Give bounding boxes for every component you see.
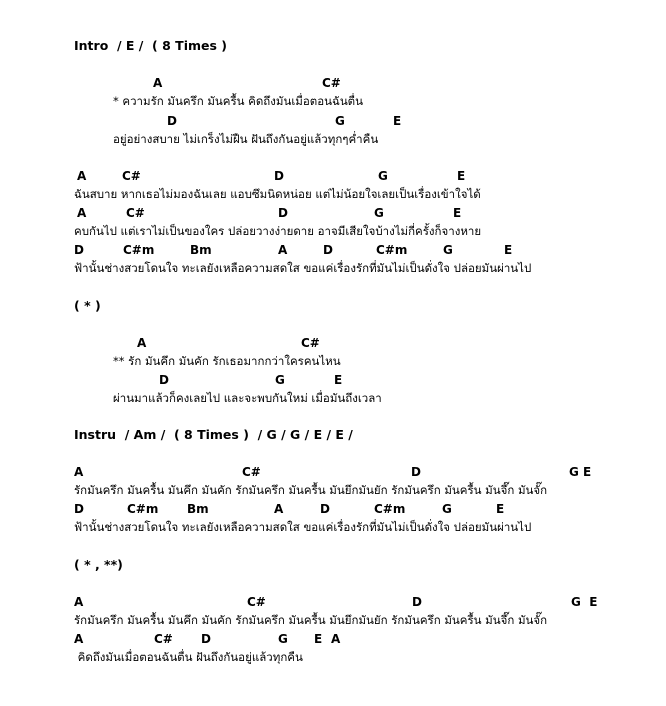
chord: D [411, 465, 421, 479]
intro-line: Intro / E / ( 8 Times ) [74, 38, 227, 53]
chord: G [335, 114, 345, 128]
lyric-line: รักมันครึก มันครื้น มันคึก มันคัก รักมันครึก มันครื้น มันยึกมันยัก รักมันครึก มันครื้น มันจึ๊ก มันจั๊ก [74, 613, 548, 627]
chord: E [496, 502, 505, 516]
chord: D [323, 243, 333, 257]
lyric-line: ฉันสบาย หากเธอไม่มองฉันเลย แอบซึมนิดหน่อย แต่ไม่น้อยใจเลยเป็นเรื่องเข้าใจได้ [74, 187, 481, 201]
chord: Bm [190, 243, 212, 257]
chord: C#m [374, 502, 406, 516]
chord: D [278, 206, 288, 220]
chord: D [74, 502, 84, 516]
repeat-marker: ( * ) [74, 298, 101, 313]
lyric-line: ผ่านมาแล้วก็คงเลยไป และจะพบกันใหม่ เมื่อมันถึงเวลา [113, 391, 382, 405]
chord: E [453, 206, 462, 220]
chord: E [393, 114, 402, 128]
chord: A [77, 206, 87, 220]
chord: D [320, 502, 330, 516]
chord: C# [242, 465, 261, 479]
chord: C# [122, 169, 141, 183]
chord: Bm [187, 502, 209, 516]
chord: D [201, 632, 211, 646]
chord: C#m [123, 243, 155, 257]
chord: E [334, 373, 343, 387]
chord: G [442, 502, 452, 516]
chord: A [137, 336, 147, 350]
chord: C# [301, 336, 320, 350]
chord: G [374, 206, 384, 220]
chord: C# [247, 595, 266, 609]
chord: D [167, 114, 177, 128]
chord: D [159, 373, 169, 387]
chord: A [278, 243, 288, 257]
repeat-marker: ( * , **) [74, 557, 123, 572]
chord: G [378, 169, 388, 183]
chord: C# [126, 206, 145, 220]
chord: D [412, 595, 422, 609]
chord: D [74, 243, 84, 257]
chord: C#m [376, 243, 408, 257]
chord: A [74, 595, 84, 609]
chord: C# [154, 632, 173, 646]
chord: G E [569, 465, 592, 479]
chord: D [274, 169, 284, 183]
chord: A [77, 169, 87, 183]
chord: A [74, 632, 84, 646]
chord: G [443, 243, 453, 257]
chord: E [504, 243, 513, 257]
instru-line: Instru / Am / ( 8 Times ) / G / G / E / E / [74, 427, 353, 442]
chord: C# [322, 76, 341, 90]
chord: G E [571, 595, 598, 609]
chord: A [74, 465, 84, 479]
chord: G [275, 373, 285, 387]
lyric-line: ฟ้านั้นช่างสวยโดนใจ ทะเลยังเหลือความสดใส ขอแค่เรื่องรักที่มันไม่เป็นดั่งใจ ปล่อยมันผ่านไป [74, 261, 532, 275]
chord: A [153, 76, 163, 90]
lyric-line: * ความรัก มันครึก มันครื้น คิดถึงมันเมื่อตอนฉันตื่น [113, 94, 364, 108]
chord: E [314, 632, 323, 646]
lyric-line: คิดถึงมันเมื่อตอนฉันตื่น ฝันถึงกันอยู่แล้วทุกคืน [74, 650, 303, 664]
lyric-line: อยู่อย่างสบาย ไม่เกร็งไม่ฝืน ฝันถึงกันอยู่แล้วทุกๆค่ำคืน [113, 132, 379, 146]
chord: A [274, 502, 284, 516]
lyric-line: รักมันครึก มันครื้น มันคึก มันคัก รักมันครึก มันครื้น มันยึกมันยัก รักมันครึก มันครื้น มันจึ๊ก มันจั๊ก [74, 483, 548, 497]
chord: A [331, 632, 341, 646]
chord: G [278, 632, 288, 646]
lyric-line: ฟ้านั้นช่างสวยโดนใจ ทะเลยังเหลือความสดใส ขอแค่เรื่องรักที่มันไม่เป็นดั่งใจ ปล่อยมันผ่านไป [74, 520, 532, 534]
lyric-line: ** รัก มันคึก มันคัก รักเธอมากกว่าใครคนไหน [113, 354, 341, 368]
chord: E [457, 169, 466, 183]
lyric-line: คบกันไป แต่เราไม่เป็นของใคร ปล่อยวางง่ายดาย อาจมีเสียใจบ้างไม่กี่ครั้งก็จางหาย [74, 224, 482, 238]
chord: C#m [127, 502, 159, 516]
